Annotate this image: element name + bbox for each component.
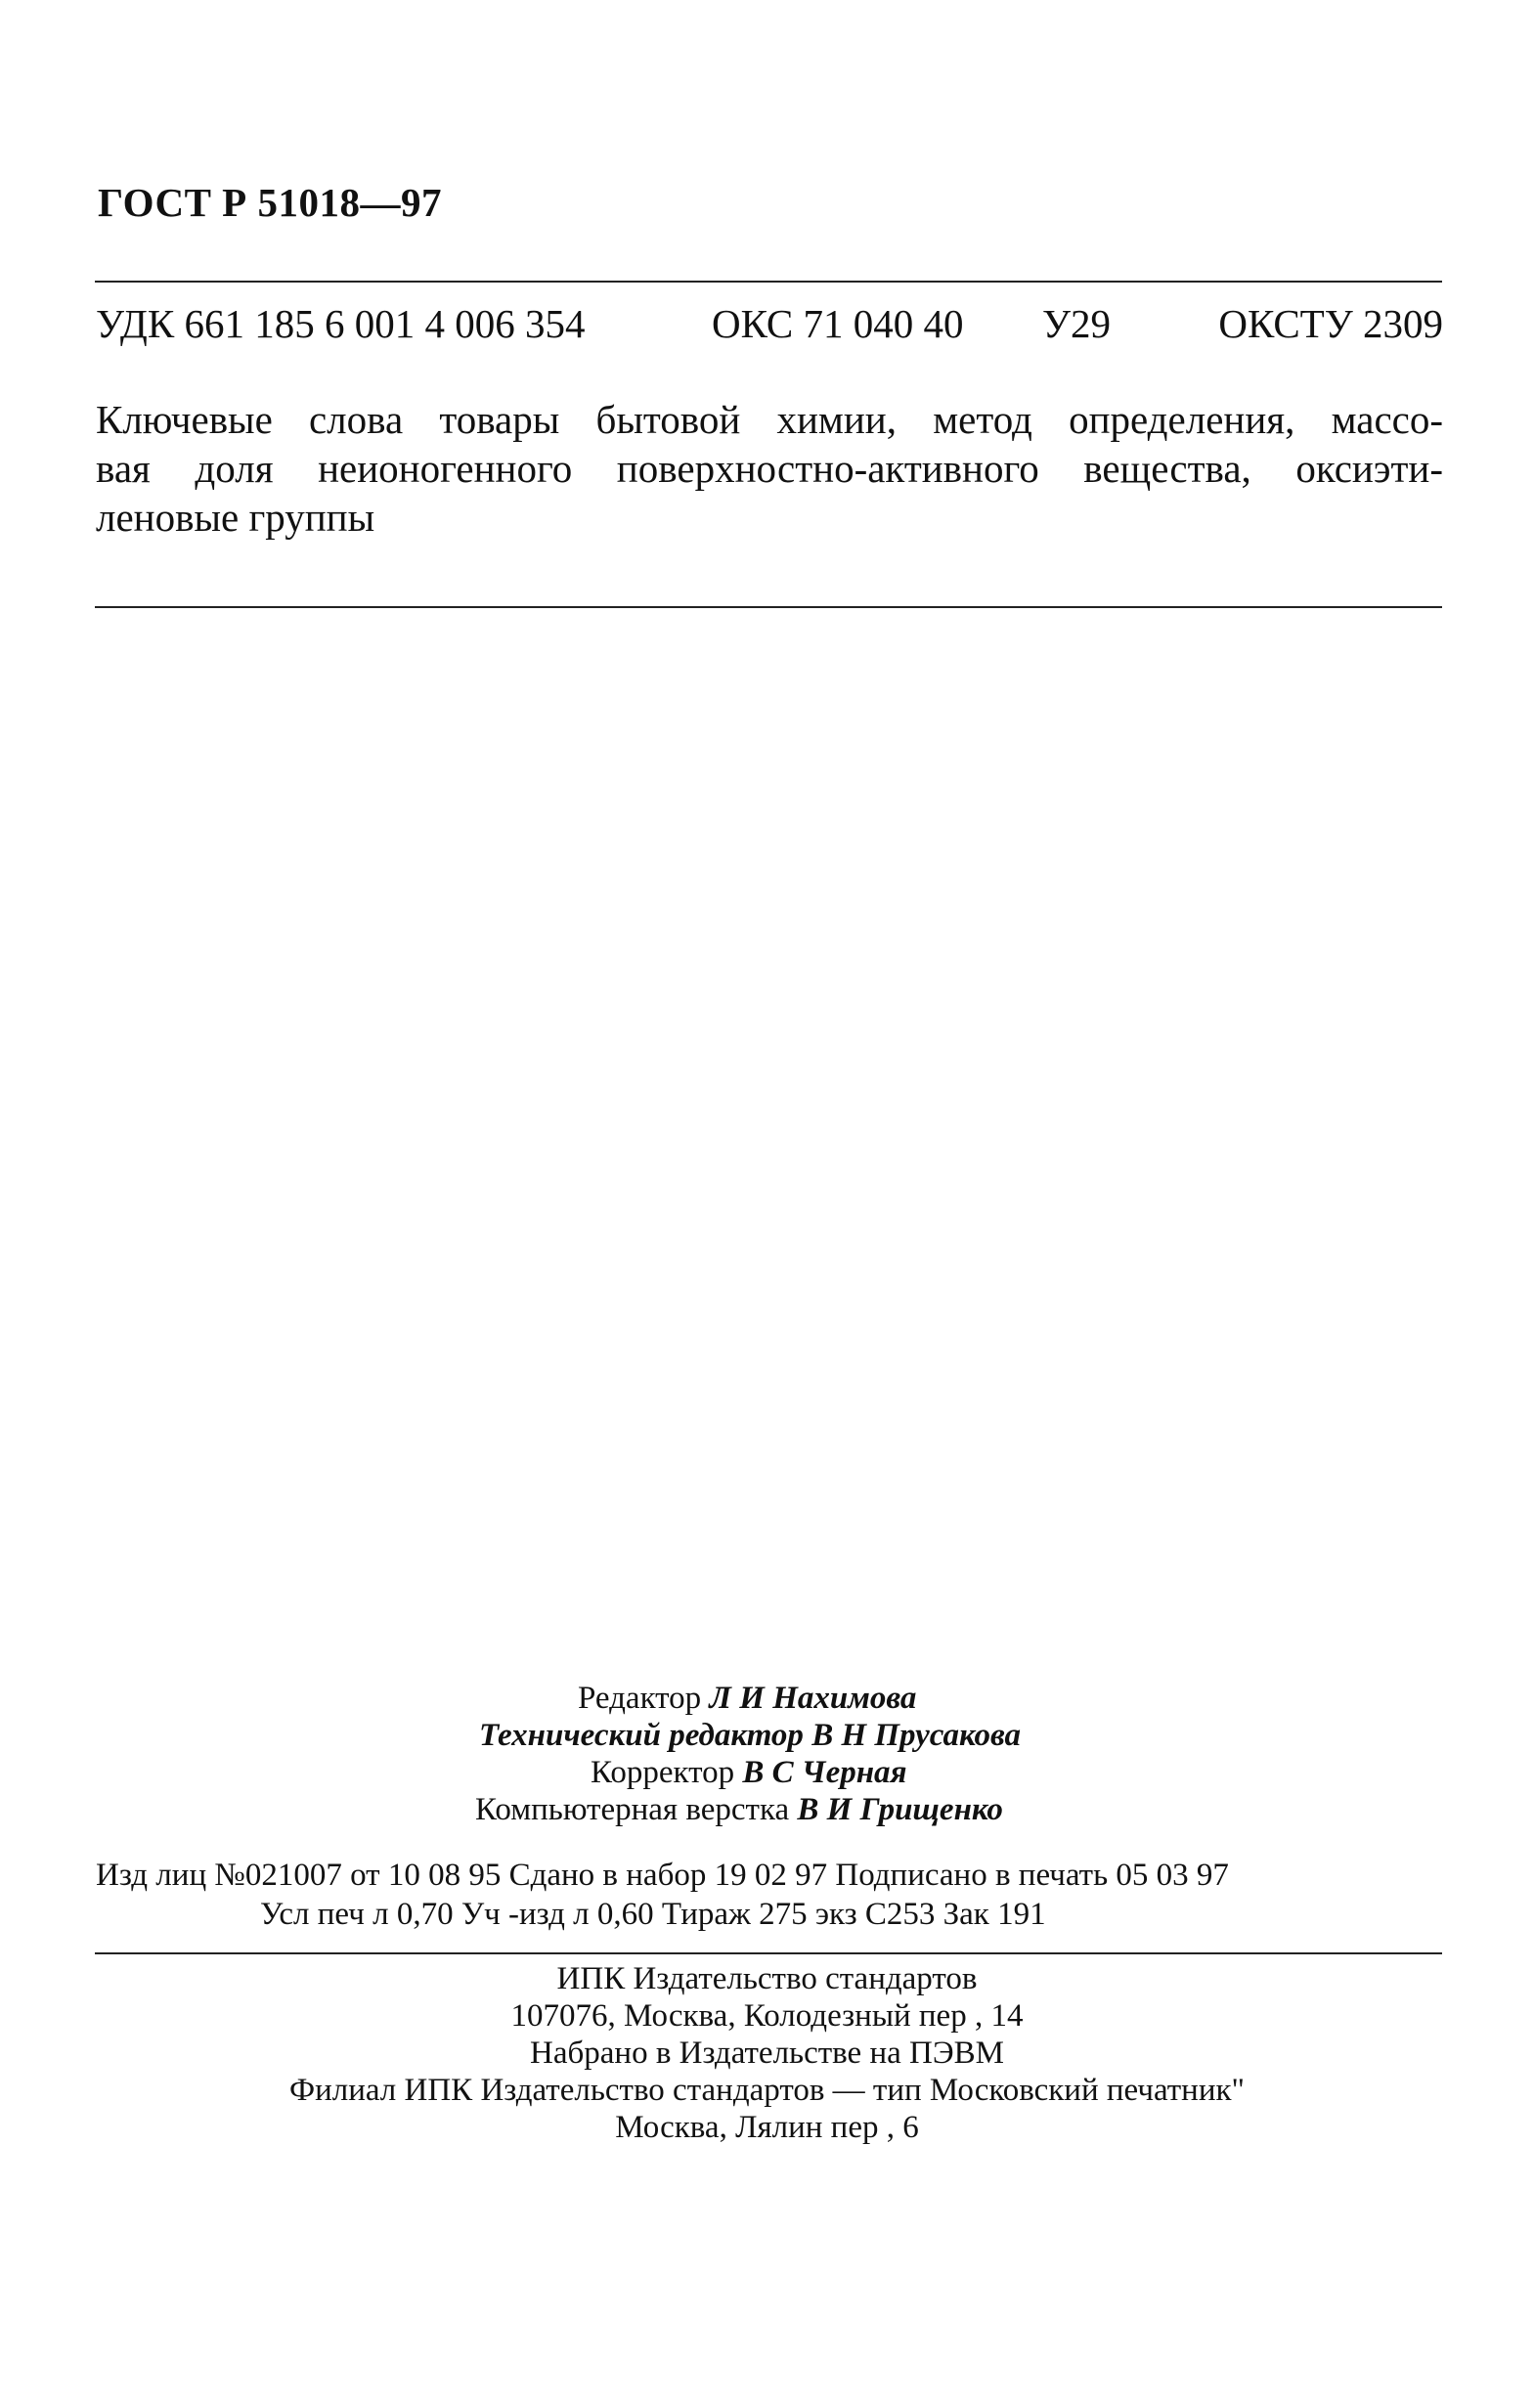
corrector-role: Корректор [591,1755,735,1790]
tech-editor-name: В Н Прусакова [811,1718,1022,1753]
imprint-line: Москва, Лялин пер , 6 [615,2110,919,2145]
publication-line: Изд лиц №021007 от 10 08 95 Сдано в набор 19 02 97 Подписано в печать 05 03 97 [96,1858,1229,1893]
okstu-code: ОКСТУ 2309 [1218,301,1443,346]
layout-name: В И Грищенко [797,1792,1003,1827]
classification-line [96,300,1443,359]
keywords-divider [95,606,1442,608]
top-divider [95,281,1442,283]
keywords-line: вая доля неионогенного поверхностно-активного вещества, оксиэти- [96,446,1443,491]
imprint-line: ИПК Издательство стандартов [556,1961,978,1996]
keywords-block [96,395,1443,542]
udk-code: УДК 661 185 6 001 4 006 354 [96,301,586,346]
editor-name: Л И Нахимова [709,1681,917,1716]
keywords-line: Ключевые слова товары бытовой химии, метод определения, массо- [96,397,1443,442]
group-code: У29 [1042,301,1112,346]
imprint-line: 107076, Москва, Колодезный пер , 14 [510,1998,1024,2034]
imprint-line: Филиал ИПК Издательство стандартов — тип Московский печатник" [289,2073,1245,2108]
tech-editor-credit [479,1717,1021,1754]
layout-role: Компьютерная верстка [475,1792,790,1827]
editor-credit [578,1680,916,1717]
corrector-credit [591,1754,907,1791]
layout-credit [475,1791,1003,1828]
imprint-divider [95,1952,1442,1954]
corrector-name: В С Черная [742,1755,907,1790]
document-code: ГОСТ Р 51018—97 [98,180,442,225]
keywords-line: леновые группы [96,495,375,540]
publication-line: Усл печ л 0,70 Уч -изд л 0,60 Тираж 275 экз С253 Зак 191 [260,1897,1046,1932]
tech-editor-role: Технический редактор [479,1718,804,1753]
oks-code: ОКС 71 040 40 [712,301,964,346]
imprint-line: Набрано в Издательстве на ПЭВМ [530,2036,1004,2071]
editor-role: Редактор [578,1681,702,1716]
